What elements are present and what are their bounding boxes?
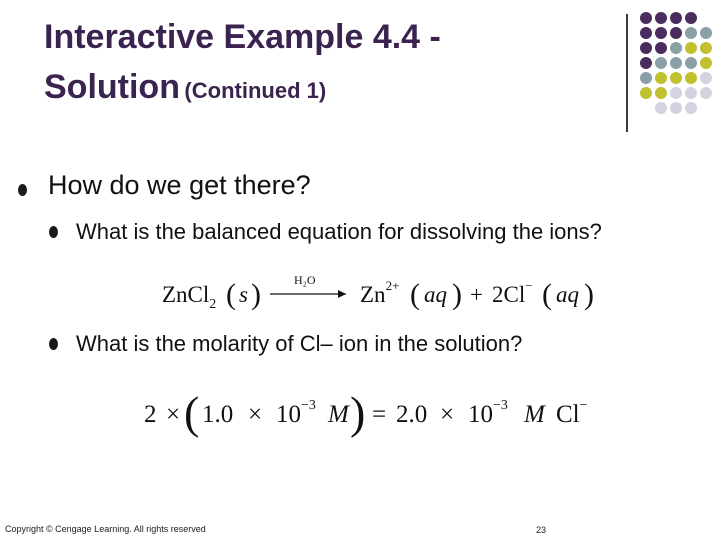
eq2-equals: =	[372, 401, 387, 428]
decor-dot	[700, 57, 712, 69]
eq1-state-aq-2: aq	[556, 282, 579, 307]
decor-dot	[670, 87, 682, 99]
eq1-arrow-label: H₂O	[294, 273, 316, 287]
decor-dot	[655, 57, 667, 69]
eq2-base-2: 10	[468, 401, 493, 428]
decor-dot	[700, 72, 712, 84]
eq1-product-zinc: Zn	[360, 282, 386, 307]
decor-dot	[640, 87, 652, 99]
svg-text:Cl−	[556, 398, 588, 428]
svg-text:(: (	[410, 278, 420, 311]
decor-dot	[655, 72, 667, 84]
slide-title	[44, 12, 604, 119]
eq2-exponent-2: −3	[493, 398, 508, 413]
eq2-times-1: ×	[166, 401, 181, 428]
eq2-base-1: 10	[276, 401, 301, 428]
svg-text:Zn2+	[360, 278, 399, 307]
decor-dot	[640, 72, 652, 84]
title-line-1: Interactive Example 4.4 -	[44, 18, 441, 56]
decor-dot	[655, 12, 667, 24]
svg-text:(: (	[184, 388, 200, 438]
bullet-marker	[49, 226, 58, 238]
svg-text:10−3	[276, 398, 316, 428]
decor-dot	[700, 42, 712, 54]
bullet-how-get-there: How do we get there?	[48, 170, 311, 200]
title-line-2-suffix: (Continued 1)	[184, 78, 327, 103]
decor-dot	[655, 102, 667, 114]
svg-text:ZnCl2	[162, 282, 216, 312]
decor-dot	[685, 72, 697, 84]
copyright-footer: Copyright © Cengage Learning. All rights reserved	[5, 524, 206, 534]
eq2-factor: 2	[144, 401, 157, 428]
bullet-molarity-question: What is the molarity of Cl– ion in the solution?	[76, 331, 523, 356]
eq1-chloride-charge: −	[525, 278, 533, 293]
decor-dot	[640, 27, 652, 39]
decor-dot	[670, 27, 682, 39]
decor-dot	[640, 57, 652, 69]
eq1-plus: +	[470, 282, 483, 307]
decor-dot	[655, 27, 667, 39]
decor-dot	[640, 12, 652, 24]
svg-text:(: (	[542, 278, 552, 311]
decor-dot	[655, 87, 667, 99]
decor-dot	[670, 102, 682, 114]
molarity-equation	[140, 388, 610, 440]
decor-dot	[670, 12, 682, 24]
eq2-exponent-1: −3	[301, 398, 316, 413]
eq2-times-2: ×	[248, 401, 263, 428]
bullet-marker	[49, 338, 58, 350]
eq2-mantissa-1: 1.0	[202, 401, 234, 428]
dissolution-equation	[158, 270, 608, 314]
eq2-times-3: ×	[440, 401, 455, 428]
decor-dot	[655, 42, 667, 54]
decor-dot	[685, 102, 697, 114]
eq1-state-aq-1: aq	[424, 282, 447, 307]
eq2-species-charge: −	[579, 398, 588, 413]
svg-text:): )	[251, 278, 261, 311]
svg-text:): )	[452, 278, 462, 311]
decor-dot	[670, 72, 682, 84]
title-divider	[626, 14, 628, 132]
bullet-balanced-equation-question: What is the balanced equation for dissolving the ions?	[76, 219, 602, 244]
eq2-unit-1: M	[328, 401, 349, 428]
decor-dot	[700, 87, 712, 99]
eq1-reactant: ZnCl	[162, 282, 210, 307]
svg-text:(: (	[226, 278, 236, 311]
svg-text:10−3	[468, 398, 508, 428]
eq2-unit-2: M	[524, 401, 545, 428]
svg-text:2Cl−	[492, 278, 533, 307]
eq2-species: Cl	[556, 401, 580, 428]
title-line-2	[44, 62, 604, 119]
svg-text:): )	[350, 388, 366, 438]
decor-dot	[700, 27, 712, 39]
decor-dot	[670, 42, 682, 54]
eq1-coefficient: 2	[492, 282, 504, 307]
decor-dot	[685, 42, 697, 54]
decor-dot	[685, 27, 697, 39]
eq1-product-chloride: Cl	[503, 282, 526, 307]
decor-dot	[685, 57, 697, 69]
decor-dot	[670, 57, 682, 69]
eq1-zinc-charge: 2+	[385, 278, 400, 293]
svg-text:): )	[584, 278, 594, 311]
eq1-state-solid: s	[239, 282, 248, 307]
decor-dot	[685, 12, 697, 24]
bullet-marker	[18, 184, 27, 196]
eq2-mantissa-2: 2.0	[396, 401, 428, 428]
decorative-dot-grid	[640, 12, 720, 120]
decor-dot	[640, 42, 652, 54]
eq1-reactant-subscript: 2	[209, 297, 217, 312]
decor-dot	[685, 87, 697, 99]
page-number: 23	[536, 525, 547, 535]
title-line-2-main: Solution	[44, 68, 180, 106]
